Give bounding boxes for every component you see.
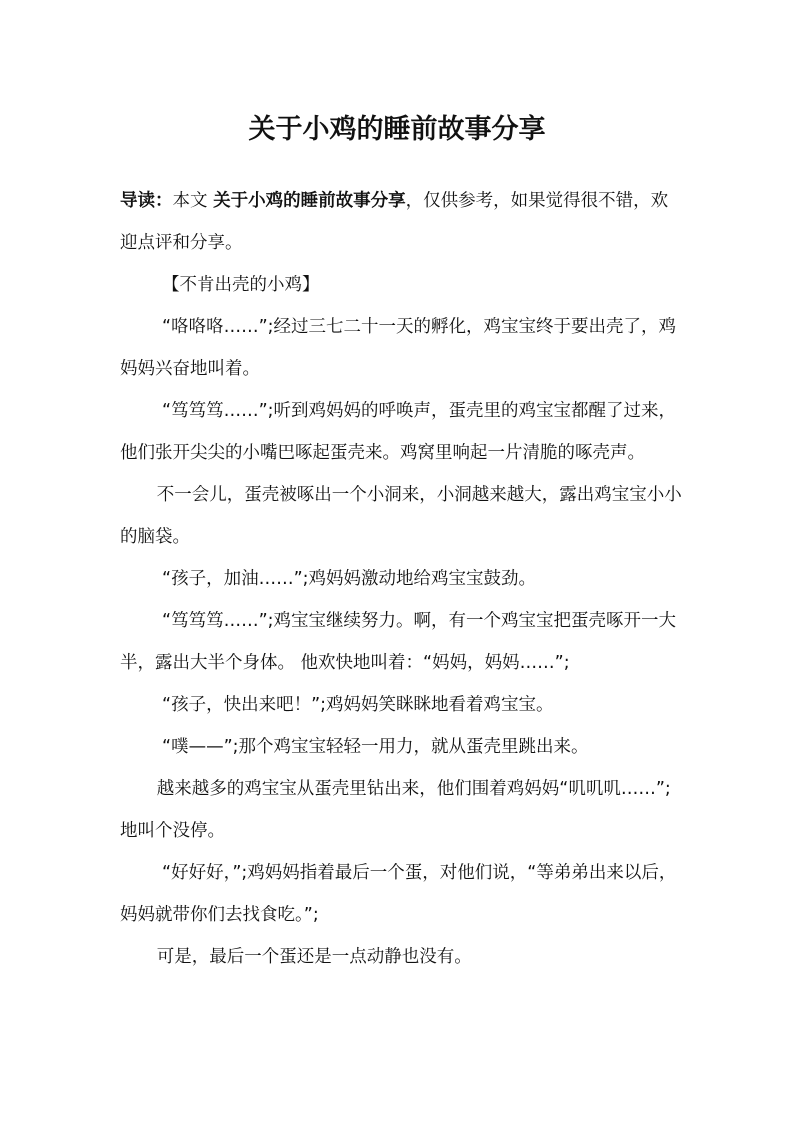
story-paragraph: “咯咯咯……”;经过三七二十一天的孵化，鸡宝宝终于要出壳了，鸡妈妈兴奋地叫着。 [120, 317, 677, 379]
story-paragraph: 可是，最后一个蛋还是一点动静也没有。 [156, 947, 472, 967]
intro-bold-title: 关于小鸡的睡前故事分享 [213, 191, 406, 211]
story-paragraph: “孩子，快出来吧！”;鸡妈妈笑眯眯地看着鸡宝宝。 [162, 695, 554, 715]
story-paragraph: “噗——”;那个鸡宝宝轻轻一用力，就从蛋壳里跳出来。 [162, 737, 589, 757]
story-paragraph: “笃笃笃……”;鸡宝宝继续努力。啊，有一个鸡宝宝把蛋壳啄开一大半，露出大半个身体。 他欢快地叫着：“妈妈，妈妈……”; [120, 611, 677, 673]
intro-paragraph [120, 180, 684, 264]
intro-label: 导读： [120, 191, 173, 211]
section-heading: 【不肯出壳的小鸡】 [162, 275, 320, 295]
story-paragraph: “好好好，”;鸡妈妈指着最后一个蛋，对他们说，“等弟弟出来以后，妈妈就带你们去找食吃。”; [120, 863, 677, 925]
intro-suffix: ，仅供参考，如果觉得很不错，欢迎点评和分享。 [120, 191, 669, 253]
story-paragraph: “孩子，加油……”;鸡妈妈激动地给鸡宝宝鼓劲。 [162, 569, 537, 589]
intro-prefix: 本文 [172, 191, 214, 211]
document-body [120, 180, 684, 978]
document-title: 关于小鸡的睡前故事分享 [248, 114, 546, 145]
story-paragraph: “笃笃笃……”;听到鸡妈妈的呼唤声，蛋壳里的鸡宝宝都醒了过来，他们张开尖尖的小嘴巴啄起蛋壳来。鸡窝里响起一片清脆的啄壳声。 [120, 401, 677, 463]
story-paragraph: 不一会儿，蛋壳被啄出一个小洞来，小洞越来越大，露出鸡宝宝小小的脑袋。 [120, 485, 682, 547]
story-paragraph: 越来越多的鸡宝宝从蛋壳里钻出来，他们围着鸡妈妈“叽叽叽……”;地叫个没停。 [120, 779, 671, 841]
